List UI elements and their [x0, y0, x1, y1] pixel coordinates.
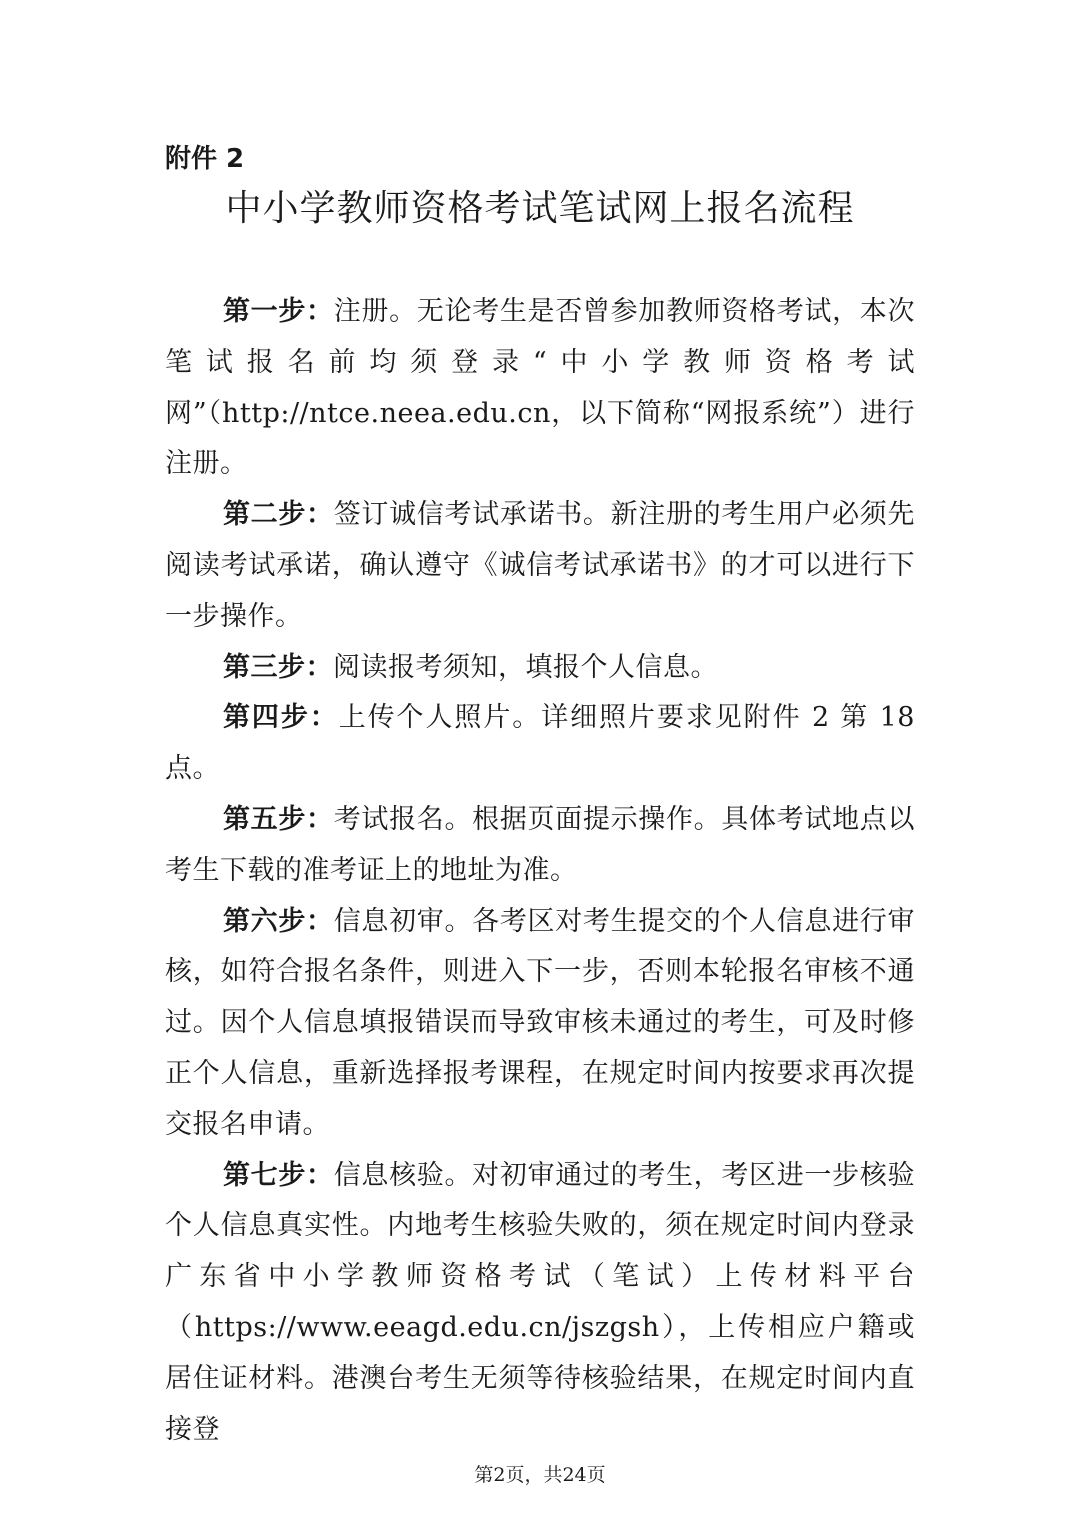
step-label: 第三步： [223, 651, 333, 683]
attachment-label: 附件 2 [165, 144, 245, 174]
step-text: 考试报名。根据页面提示操作。具体考试地点以考生下载的准考证上的地址为准。 [165, 803, 915, 886]
step-text: 注册。无论考生是否曾参加教师资格考试，本次笔试报名前均须登录“中小学教师资格考试网”（http://ntce.neea.edu.cn，以下简称“网报系统”）进行注册。 [165, 296, 915, 480]
step-paragraph-4 [165, 693, 915, 795]
step-text: 信息核验。对初审通过的考生，考区进一步核验个人信息真实性。内地考生核验失败的，须在规定时间内登录广东省中小学教师资格考试（笔试）上传材料平台（https://www.eeagd.edu.cn/jszgsh），上传相应户籍或居住证材料。港澳台考生无须等待核验结果，在规定时间内直接登 [165, 1159, 915, 1445]
step-label: 第一步： [223, 296, 334, 327]
step-paragraph-6 [165, 897, 915, 1151]
step-text: 信息初审。各考区对考生提交的个人信息进行审核，如符合报名条件，则进入下一步，否则本轮报名审核不通过。因个人信息填报错误而导致审核未通过的考生，可及时修正个人信息，重新选择报考课程，在规定时间内按要求再次提交报名申请。 [165, 905, 915, 1140]
step-paragraph-7 [165, 1151, 915, 1456]
step-label: 第七步： [223, 1159, 334, 1191]
step-label: 第五步： [223, 803, 334, 835]
document-title: 中小学教师资格考试笔试网上报名流程 [225, 188, 855, 229]
step-label: 第六步： [223, 905, 334, 937]
step-text: 签订诚信考试承诺书。新注册的考生用户必须先阅读考试承诺，确认遵守《诚信考试承诺书》的才可以进行下一步操作。 [165, 499, 915, 632]
step-label: 第四步： [223, 702, 339, 734]
page-number: 第2页，共24页 [474, 1464, 606, 1486]
step-paragraph-1 [165, 287, 915, 490]
step-text: 阅读报考须知，填报个人信息。 [333, 651, 718, 683]
step-paragraph-2 [165, 490, 915, 642]
step-paragraph-5 [165, 795, 915, 897]
step-paragraph-3 [165, 643, 915, 694]
document-body [165, 287, 915, 1455]
step-text: 上传个人照片。详细照片要求见附件 2 第 18 点。 [165, 702, 915, 785]
step-label: 第二步： [223, 499, 334, 531]
